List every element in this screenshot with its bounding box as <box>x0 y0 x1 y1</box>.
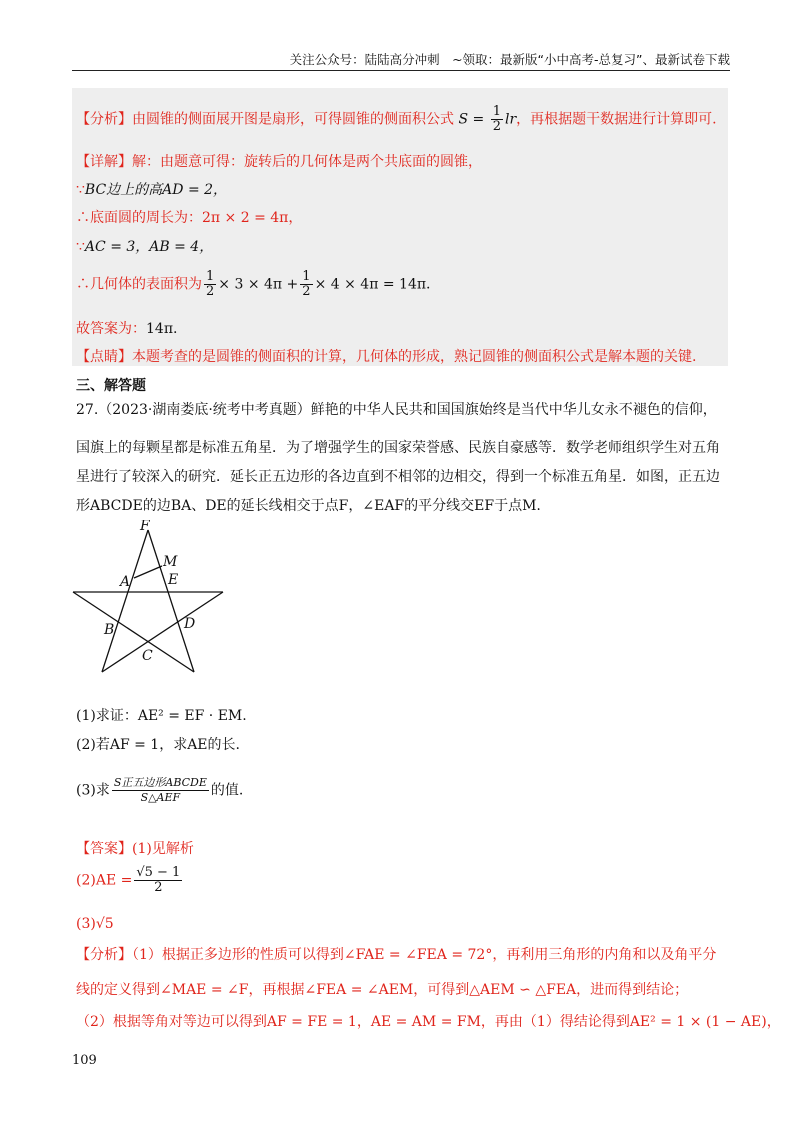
step-4-mid: × 3 × 4π + <box>218 276 299 293</box>
step-3 <box>76 236 213 256</box>
label-M: M <box>163 554 178 570</box>
header-divider <box>72 70 730 71</box>
step-4 <box>76 270 431 299</box>
answer-3: (3)√5 <box>76 916 114 932</box>
area-ratio-fraction: $\frac{\text{S正五边形ABCDE}}{\text{S△AEF}}$ <box>113 776 207 804</box>
sub3-suffix: 的值. <box>210 782 244 799</box>
therefore-symbol: ∴ <box>76 210 90 226</box>
question-line-2: 国旗上的每颗星都是标准五角星．为了增强学生的国家荣誉感、民族自豪感等．数学老师组织学生对五角 <box>76 440 720 456</box>
label-B: B <box>104 622 115 638</box>
answer-1 <box>76 838 194 858</box>
answer-2-prefix: (2)AE = <box>76 872 133 889</box>
pentagram-figure <box>70 520 230 680</box>
xiangjie-tag: 【详解】 <box>76 154 132 170</box>
because-symbol: ∵ <box>76 239 85 255</box>
therefore-symbol: ∴ <box>76 276 90 293</box>
answer-label: 故答案为： <box>76 321 146 337</box>
fenxi-tag: 【分析】 <box>76 111 132 128</box>
analysis2-text-1: （1）根据正多边形的性质可以得到∠FAE = ∠FEA = 72°，再利用三角形的内角和以及角平分 <box>132 947 717 963</box>
dianjing-text: 本题考查的是圆锥的侧面积的计算，几何体的形成，熟记圆锥的侧面积公式是解本题的关键. <box>132 349 697 365</box>
question-line-1 <box>76 399 717 419</box>
step-4-text: 几何体的表面积为 <box>90 276 202 293</box>
question-text-1: （2023·湖南娄底·统考中考真题）鲜艳的中华人民共和国国旗始终是当代中华儿女永不褪色的信仰， <box>98 402 717 418</box>
question-line-4: 形ABCDE的边BA、DE的延长线相交于点F，∠EAF的平分线交EF于点M. <box>76 498 541 514</box>
answer-2-fraction: $\frac{√5 - 1}{2}$ <box>136 865 181 895</box>
label-E: E <box>168 572 179 588</box>
analysis-line <box>76 105 717 134</box>
formula-lr: lr <box>504 111 517 128</box>
fraction-half-2: $\frac{1}{2}$ <box>302 269 311 299</box>
analysis2-tag: 【分析】 <box>76 947 132 963</box>
fraction-half: $\frac{1}{2}$ <box>206 269 215 299</box>
dianjing-tag: 【点睛】 <box>76 349 132 365</box>
analysis2-line-2: 线的定义得到∠MAE = ∠F，再根据∠FEA = ∠AEM，可得到△AEM ∽ △FEA，进而得到结论； <box>76 982 689 998</box>
answer-1-text: (1)见解析 <box>132 841 194 857</box>
line-left-bottomright <box>73 592 194 672</box>
bisector-AM <box>134 566 162 578</box>
label-C: C <box>142 648 153 664</box>
analysis2-line-3: （2）根据等角对等边可以得到AF = FE = 1，AE = AM = FM，再由（1）得结论得到AE² = 1 × (1 − AE)， <box>76 1014 781 1030</box>
page-number: 109 <box>72 1053 97 1068</box>
detail-line <box>76 151 482 171</box>
answer-line <box>76 318 177 338</box>
step-1 <box>76 179 227 199</box>
fenxi-text-b: ，再根据题干数据进行计算即可. <box>516 111 717 128</box>
section-title: 三、解答题 <box>76 378 146 394</box>
formula-s: S = <box>458 111 485 128</box>
label-F: F <box>140 520 150 534</box>
step-3-text: AC = 3，AB = 4， <box>84 239 214 255</box>
step-1-text: BC边上的高AD = 2， <box>84 182 228 198</box>
sub-question-3 <box>76 776 243 805</box>
question-line-3: 星进行了较深入的研究．延长正五边形的各边直到不相邻的边相交，得到一个标准五角星．如图，正五边 <box>76 469 720 485</box>
page-header: 关注公众号：陆陆高分冲刺 ~领取：最新版“小中高考-总复习”、最新试卷下载 <box>289 52 730 67</box>
fenxi-text-a: 由圆锥的侧面展开图是扇形，可得圆锥的侧面积公式 <box>132 111 454 128</box>
question-number: 27. <box>76 402 99 418</box>
step-2-text: 底面圆的周长为：2π × 2 = 4π， <box>90 210 303 226</box>
line-F-right <box>148 530 194 672</box>
line-right-bottomleft <box>102 592 223 672</box>
formula-half: $\frac{1}{2}$ <box>492 104 501 134</box>
label-D: D <box>184 616 196 632</box>
label-A: A <box>120 574 131 590</box>
step-4-end: × 4 × 4π = 14π. <box>314 276 431 293</box>
answer-tag: 【答案】 <box>76 841 132 857</box>
sub3-prefix: (3)求 <box>76 782 110 799</box>
answer-2 <box>76 866 184 895</box>
remark-line <box>76 346 696 366</box>
xiangjie-text: 解：由题意可得：旋转后的几何体是两个共底面的圆锥， <box>132 154 482 170</box>
sub-question-2: (2)若AF = 1，求AE的长. <box>76 737 240 753</box>
step-2 <box>76 207 302 227</box>
sub-question-1: (1)求证：AE² = EF · EM. <box>76 708 247 724</box>
answer-value: 14π. <box>146 321 178 337</box>
because-symbol: ∵ <box>76 182 85 198</box>
analysis2-line-1 <box>76 944 716 964</box>
